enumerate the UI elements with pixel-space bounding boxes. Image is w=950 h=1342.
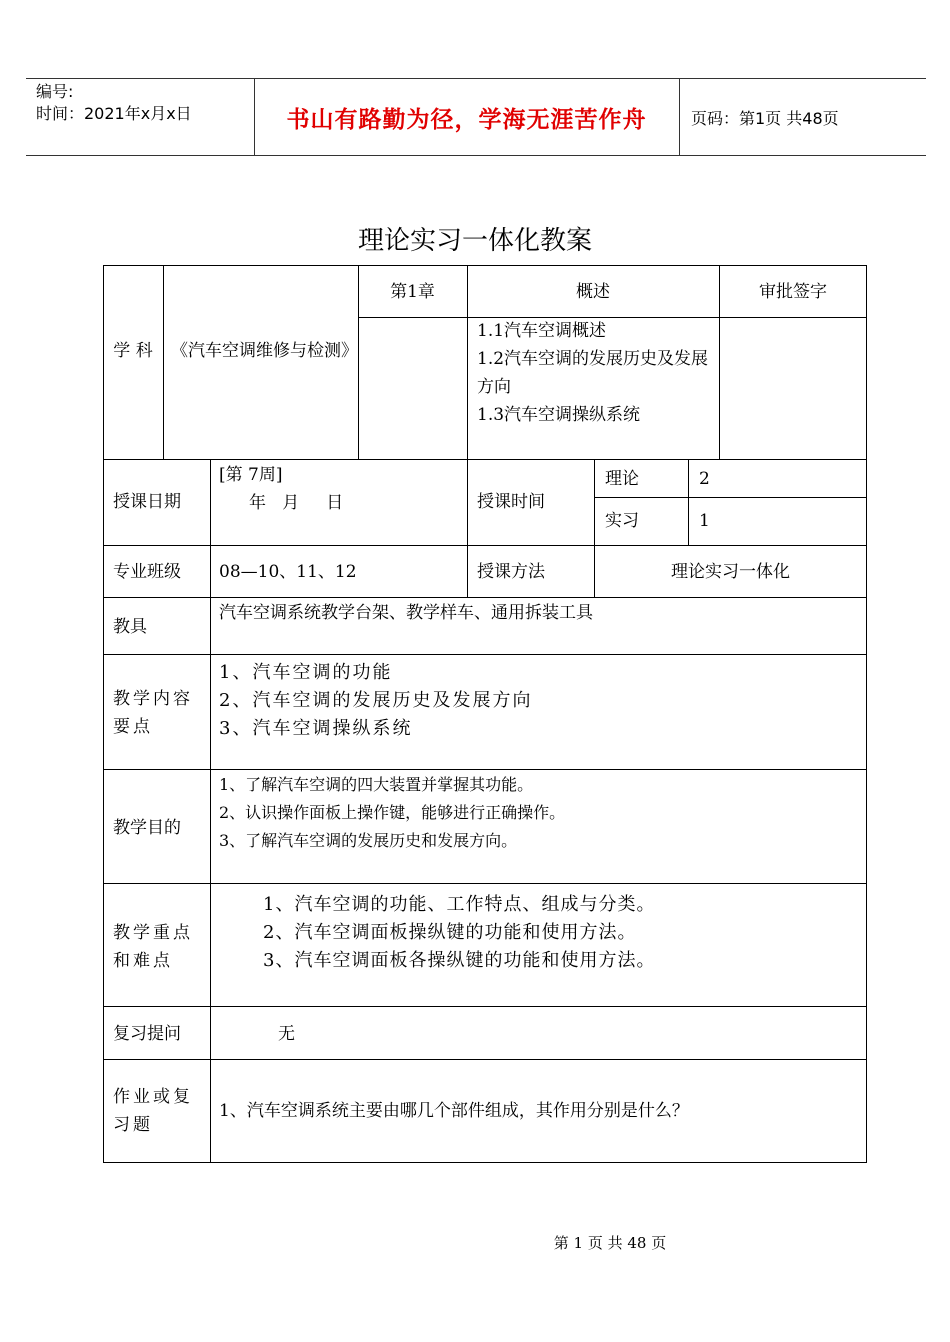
date-blank: 年 月 日 bbox=[249, 493, 344, 513]
review-label: 复习提问 bbox=[113, 1024, 181, 1044]
content-item: 3、汽车空调操纵系统 bbox=[219, 718, 413, 739]
date-label: 授课日期 bbox=[113, 492, 181, 512]
tools-label: 教具 bbox=[113, 617, 147, 637]
content-item: 2、汽车空调的发展历史及发展方向 bbox=[219, 690, 533, 711]
section-item: 1.3汽车空调操纵系统 bbox=[477, 405, 641, 425]
method-label: 授课方法 bbox=[477, 562, 545, 582]
practice-label: 实习 bbox=[605, 511, 639, 531]
document-title: 理论实习一体化教案 bbox=[357, 226, 592, 256]
header-divider bbox=[679, 79, 680, 155]
time-label: 授课时间 bbox=[477, 492, 545, 512]
content-label: 教学内容要点 bbox=[113, 689, 193, 737]
content-item: 1、汽车空调的功能 bbox=[219, 662, 393, 683]
class-label: 专业班级 bbox=[113, 562, 181, 582]
goal-item: 2、认识操作面板上操作键，能够进行正确操作。 bbox=[219, 803, 566, 822]
method-value: 理论实习一体化 bbox=[671, 562, 790, 582]
page-info: 页码：第1页 共48页 bbox=[691, 108, 839, 128]
page-header bbox=[26, 78, 926, 156]
goal-item: 1、了解汽车空调的四大装置并掌握其功能。 bbox=[219, 775, 534, 794]
chapter-title: 概述 bbox=[576, 282, 610, 302]
key-item: 3、汽车空调面板各操纵键的功能和使用方法。 bbox=[263, 950, 656, 971]
week: [第 7周] bbox=[219, 465, 283, 485]
serial-label: 编号: bbox=[36, 82, 74, 101]
lesson-plan-table bbox=[103, 265, 867, 1163]
page-footer: 第 1 页 共 48 页 bbox=[553, 1234, 667, 1252]
motto: 书山有路勤为径，学海无涯苦作舟 bbox=[286, 106, 647, 133]
section-item: 1.1汽车空调概述 bbox=[477, 321, 607, 341]
section-list bbox=[477, 317, 717, 429]
key-item: 1、汽车空调的功能、工作特点、组成与分类。 bbox=[263, 894, 656, 915]
key-item: 2、汽车空调面板操纵键的功能和使用方法。 bbox=[263, 922, 637, 943]
chapter-number: 第1章 bbox=[390, 282, 435, 302]
review-value: 无 bbox=[278, 1024, 295, 1044]
subject-label: 学 科 bbox=[113, 341, 153, 361]
section-item: 1.2汽车空调的发展历史及发展方向 bbox=[477, 349, 709, 397]
theory-hours: 2 bbox=[699, 469, 710, 489]
class-value: 08—10、11、12 bbox=[219, 562, 357, 582]
subject-value: 《汽车空调维修与检测》 bbox=[171, 341, 358, 361]
time-label: 时间：2021年x月x日 bbox=[36, 104, 192, 123]
practice-hours: 1 bbox=[699, 511, 710, 531]
key-label: 教学重点和难点 bbox=[113, 923, 193, 971]
tools-value: 汽车空调系统教学台架、教学样车、通用拆装工具 bbox=[219, 603, 593, 623]
goal-item: 3、了解汽车空调的发展历史和发展方向。 bbox=[219, 831, 518, 850]
homework-label: 作业或复习题 bbox=[113, 1087, 193, 1135]
homework-value: 1、汽车空调系统主要由哪几个部件组成，其作用分别是什么？ bbox=[219, 1101, 689, 1121]
header-meta bbox=[36, 81, 192, 125]
approval-label: 审批签字 bbox=[759, 282, 827, 302]
theory-label: 理论 bbox=[605, 469, 639, 489]
goal-list bbox=[219, 771, 565, 855]
key-list bbox=[263, 891, 655, 975]
goal-label: 教学目的 bbox=[113, 818, 181, 838]
content-list bbox=[219, 659, 532, 743]
